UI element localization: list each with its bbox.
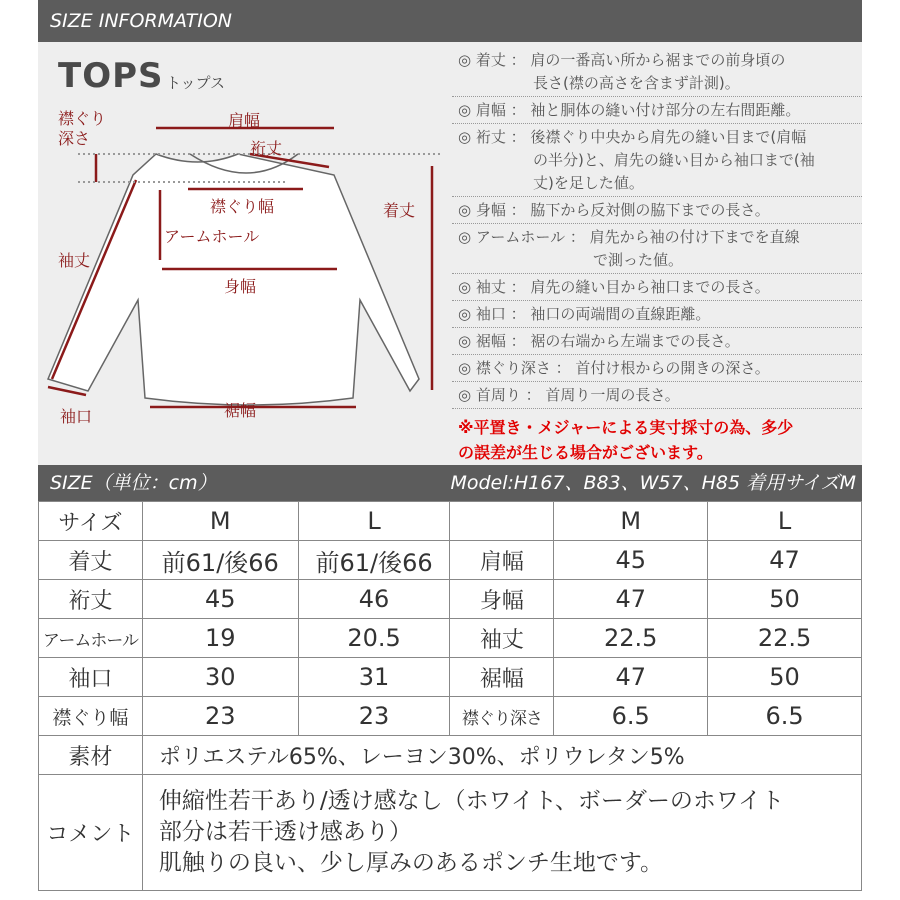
table-cell: 46 bbox=[298, 580, 450, 619]
definition-line: ◎ 襟ぐり深さ ： 首付け根からの開きの深さ。 bbox=[458, 359, 770, 377]
measurement-note bbox=[452, 415, 862, 465]
label-neck-depth-2: 深さ bbox=[58, 129, 91, 148]
label-cuff: 袖口 bbox=[60, 407, 93, 426]
table-cell: アームホール bbox=[39, 619, 143, 658]
table-cell: M bbox=[142, 502, 298, 541]
table-cell: 47 bbox=[554, 658, 708, 697]
label-length: 着丈 bbox=[383, 201, 416, 220]
definition-line: ◎ アームホール ： 肩先から袖の付け下までを直線 bbox=[458, 228, 800, 246]
definition-line: ◎ 袖丈 ： 肩先の縫い目から袖口までの長さ。 bbox=[458, 278, 770, 296]
header-title: SIZE INFORMATION bbox=[50, 10, 233, 32]
table-cell: 50 bbox=[708, 658, 862, 697]
table-cell: 50 bbox=[708, 580, 862, 619]
definition-line: ◎ 肩幅 ： 袖と胴体の縫い付け部分の左右間距離。 bbox=[458, 101, 801, 119]
comment-line-3: 肌触りの良い、少し厚みのあるポンチ生地です。 bbox=[158, 850, 664, 876]
label-chest: 身幅 bbox=[224, 277, 257, 296]
table-cell: 着丈 bbox=[39, 541, 143, 580]
definition-line: 丈)を足した値。 bbox=[458, 174, 644, 192]
table-cell: 襟ぐり深さ bbox=[450, 697, 554, 736]
definition-line: ◎ 袖口 ： 袖口の両端間の直線距離。 bbox=[458, 305, 711, 323]
label-armhole: アームホール bbox=[164, 227, 260, 246]
table-cell: 20.5 bbox=[298, 619, 450, 658]
table-cell: 45 bbox=[554, 541, 708, 580]
table-cell: L bbox=[708, 502, 862, 541]
table-cell bbox=[450, 502, 554, 541]
table-row bbox=[39, 658, 862, 697]
definition-line: ◎ 身幅 ： 脇下から反対側の脇下までの長さ。 bbox=[458, 201, 770, 219]
table-cell: 裾幅 bbox=[450, 658, 554, 697]
table-cell: 47 bbox=[708, 541, 862, 580]
label-yuki: 裄丈 bbox=[250, 139, 283, 158]
material-label: 素材 bbox=[39, 736, 143, 775]
definition-line: ◎ 首周り ： 首周り一周の長さ。 bbox=[458, 386, 680, 404]
model-info: Model:H167、B83、W57、H85 着用サイズM bbox=[450, 472, 856, 494]
size-unit-label: SIZE（単位：cm） bbox=[50, 472, 217, 494]
table-row bbox=[39, 541, 862, 580]
comment-label: コメント bbox=[39, 775, 143, 891]
definition-line: の半分)と、肩先の縫い目から袖口まで(袖 bbox=[458, 151, 815, 169]
table-cell: 22.5 bbox=[554, 619, 708, 658]
table-cell: 袖口 bbox=[39, 658, 143, 697]
label-neck-depth-1: 襟ぐり bbox=[58, 109, 107, 128]
size-information-header bbox=[38, 0, 862, 42]
table-cell: 裄丈 bbox=[39, 580, 143, 619]
table-cell: 襟ぐり幅 bbox=[39, 697, 143, 736]
table-cell: M bbox=[554, 502, 708, 541]
diagram-panel bbox=[38, 42, 862, 465]
table-cell: 30 bbox=[142, 658, 298, 697]
table-cell: 23 bbox=[142, 697, 298, 736]
material-row bbox=[39, 736, 862, 775]
comment-line-1: 伸縮性若干あり/透け感なし（ホワイト、ボーダーのホワイト bbox=[158, 788, 785, 814]
material-value: ポリエステル65%、レーヨン30%、ポリウレタン5% bbox=[142, 736, 861, 775]
table-cell: 前61/後66 bbox=[142, 541, 298, 580]
definitions-list bbox=[452, 50, 862, 465]
label-hem: 裾幅 bbox=[224, 401, 257, 420]
note-line-2: の誤差が生じる場合がございます。 bbox=[458, 443, 713, 462]
table-cell: 23 bbox=[298, 697, 450, 736]
table-cell: L bbox=[298, 502, 450, 541]
definition-line: 長さ(襟の高さを含まず計測)。 bbox=[458, 74, 740, 92]
comment-value bbox=[142, 775, 861, 891]
definition-line: ◎ 着丈 ： 肩の一番高い所から裾までの前身頃の bbox=[458, 51, 786, 69]
table-cell: 31 bbox=[298, 658, 450, 697]
label-neck-width: 襟ぐり幅 bbox=[210, 197, 275, 216]
comment-line-2: 部分は若干透け感あり） bbox=[158, 819, 412, 845]
table-row bbox=[39, 580, 862, 619]
table-cell: 身幅 bbox=[450, 580, 554, 619]
table-cell: 22.5 bbox=[708, 619, 862, 658]
table-header-row bbox=[39, 502, 862, 541]
table-cell: 肩幅 bbox=[450, 541, 554, 580]
table-cell: サイズ bbox=[39, 502, 143, 541]
table-cell: 6.5 bbox=[708, 697, 862, 736]
note-line-1: ※平置き・メジャーによる実寸採寸の為、多少 bbox=[458, 418, 794, 437]
table-cell: 前61/後66 bbox=[298, 541, 450, 580]
table-cell: 19 bbox=[142, 619, 298, 658]
table-cell: 6.5 bbox=[554, 697, 708, 736]
diagram-title: TOPS bbox=[58, 56, 164, 96]
label-shoulder: 肩幅 bbox=[228, 111, 261, 130]
definition-line: ◎ 裄丈 ： 後襟ぐり中央から肩先の縫い目まで(肩幅 bbox=[458, 128, 807, 146]
size-table bbox=[38, 501, 862, 891]
definition-line: ◎ 裾幅 ： 裾の右端から左端までの長さ。 bbox=[458, 332, 740, 350]
diagram-subtitle: トップス bbox=[166, 74, 225, 92]
table-cell: 47 bbox=[554, 580, 708, 619]
table-cell: 袖丈 bbox=[450, 619, 554, 658]
size-header-bar bbox=[38, 465, 862, 501]
table-row bbox=[39, 619, 862, 658]
definition-line: で測った値。 bbox=[458, 251, 684, 269]
label-sleeve: 袖丈 bbox=[58, 251, 91, 270]
comment-row bbox=[39, 775, 862, 891]
table-cell: 45 bbox=[142, 580, 298, 619]
table-row bbox=[39, 697, 862, 736]
